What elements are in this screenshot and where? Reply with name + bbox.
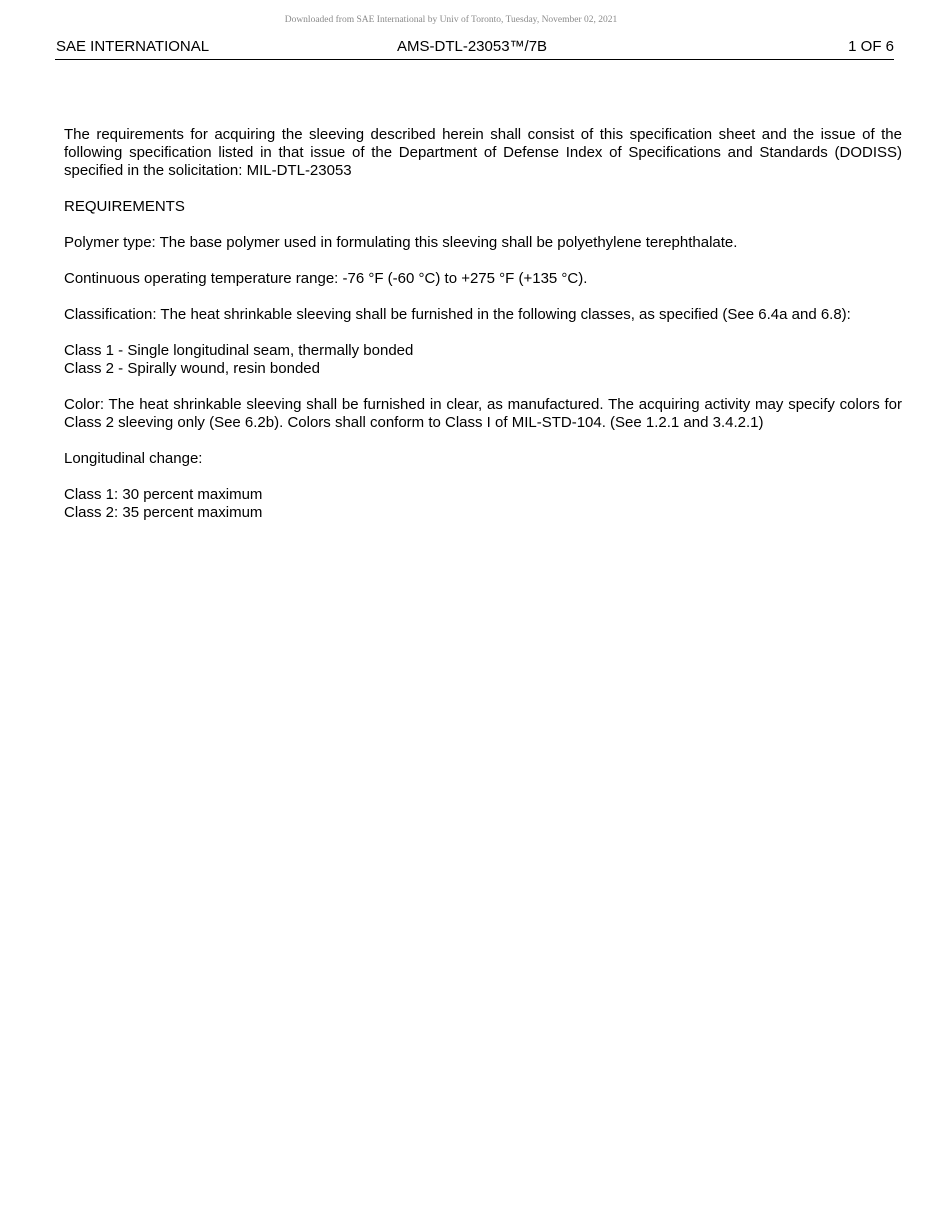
temperature-range-paragraph: Continuous operating temperature range: -76 °F (-60 °C) to +275 °F (+135 °C). [64, 270, 588, 287]
longitudinal-change-item: Class 2: 35 percent maximum [64, 504, 263, 521]
polymer-type-paragraph: Polymer type: The base polymer used in formulating this sleeving shall be polyethylene terephthalate. [64, 234, 738, 251]
longitudinal-change-list [64, 486, 902, 522]
page-header [55, 38, 894, 60]
class-list [64, 342, 902, 378]
longitudinal-change-heading: Longitudinal change: [64, 450, 203, 467]
header-organization: SAE INTERNATIONAL [56, 38, 210, 55]
requirements-heading: REQUIREMENTS [64, 198, 185, 215]
intro-paragraph: The requirements for acquiring the sleeving described herein shall consist of this specification sheet and the issue of the following specification listed in that issue of the Department of Defense Index of Specifications and Standards (DODISS) specified in the solicitation: MIL-DTL-23053 [64, 126, 902, 179]
classification-paragraph: Classification: The heat shrinkable sleeving shall be furnished in the following classes, as specified (See 6.4a and 6.8): [64, 306, 851, 323]
download-watermark: Downloaded from SAE International by Univ of Toronto, Tuesday, November 02, 2021 [284, 15, 618, 25]
color-paragraph: Color: The heat shrinkable sleeving shall be furnished in clear, as manufactured. The acquiring activity may specify colors for Class 2 sleeving only (See 6.2b). Colors shall conform to Class I of MIL-STD-104. (See 1.2.1 and 3.4.2.1) [64, 396, 902, 431]
class-list-item: Class 2 - Spirally wound, resin bonded [64, 360, 320, 377]
longitudinal-change-item: Class 1: 30 percent maximum [64, 486, 263, 503]
class-list-item: Class 1 - Single longitudinal seam, thermally bonded [64, 342, 414, 359]
header-document-number: AMS-DTL-23053™/7B [397, 38, 548, 55]
document-body [64, 126, 902, 540]
header-page-label: 1 OF 6 [848, 38, 894, 55]
